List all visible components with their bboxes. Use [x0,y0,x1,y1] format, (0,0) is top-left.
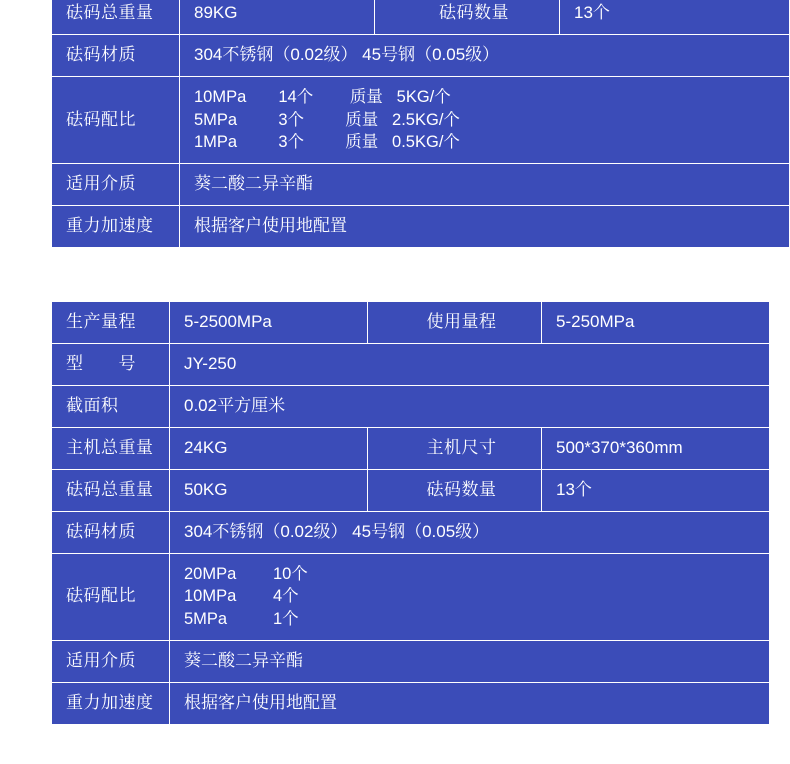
table-row [52,385,770,427]
row-label: 生产量程 [52,302,170,344]
row-value: 葵二酸二异辛酯 [180,164,790,206]
table-row [52,511,770,553]
row-label: 砝码材质 [52,34,180,76]
table-row [52,164,790,206]
row-label: 使用量程 [368,302,542,344]
row-label: 主机总重量 [52,427,170,469]
table-row [52,0,790,34]
table-row [52,76,790,163]
row-value [170,553,770,640]
row-label: 截面积 [52,385,170,427]
ratio-line: 10MPa 4个 [184,587,299,606]
row-value: JY-250 [170,343,770,385]
row-value: 根据客户使用地配置 [180,206,790,248]
row-value: 50KG [170,469,368,511]
row-value: 0.02平方厘米 [170,385,770,427]
table-row [52,640,770,682]
row-label: 砝码总重量 [52,469,170,511]
row-label: 砝码配比 [52,76,180,163]
row-value: 5-2500MPa [170,302,368,344]
row-value: 304不锈钢（0.02级） 45号钢（0.05级） [170,511,770,553]
row-label: 型 号 [52,343,170,385]
row-label: 砝码数量 [368,469,542,511]
table-row [52,469,770,511]
table-row [52,343,770,385]
row-label: 重力加速度 [52,206,180,248]
table-row [52,34,790,76]
row-value: 葵二酸二异辛酯 [170,640,770,682]
table-row [52,553,770,640]
ratio-line: 20MPa 10个 [184,564,308,583]
row-label: 砝码配比 [52,553,170,640]
row-label: 砝码数量 [375,0,560,34]
ratio-line: 1MPa 3个 质量 0.5KG/个 [194,133,460,152]
spec-table-bottom-body [52,302,770,725]
row-value: 304不锈钢（0.02级） 45号钢（0.05级） [180,34,790,76]
row-value: 5-250MPa [542,302,770,344]
row-value: 24KG [170,427,368,469]
ratio-line: 5MPa 1个 [184,610,299,629]
row-value: 500*370*360mm [542,427,770,469]
ratio-line: 10MPa 14个 质量 5KG/个 [194,87,451,106]
row-value: 13个 [560,0,790,34]
table-row [52,427,770,469]
table-separator [0,260,790,301]
row-label: 主机尺寸 [368,427,542,469]
row-label: 适用介质 [52,640,170,682]
row-value: 13个 [542,469,770,511]
row-value: 89KG [180,0,375,34]
row-label: 砝码材质 [52,511,170,553]
table-row [52,302,770,344]
spec-table-top [51,0,790,248]
row-value [180,76,790,163]
table-row [52,682,770,724]
spec-table-bottom [51,301,770,725]
ratio-line: 5MPa 3个 质量 2.5KG/个 [194,110,460,129]
row-label: 砝码总重量 [52,0,180,34]
row-label: 重力加速度 [52,682,170,724]
table-row [52,206,790,248]
spec-table-top-body [52,0,790,248]
row-label: 适用介质 [52,164,180,206]
row-value: 根据客户使用地配置 [170,682,770,724]
